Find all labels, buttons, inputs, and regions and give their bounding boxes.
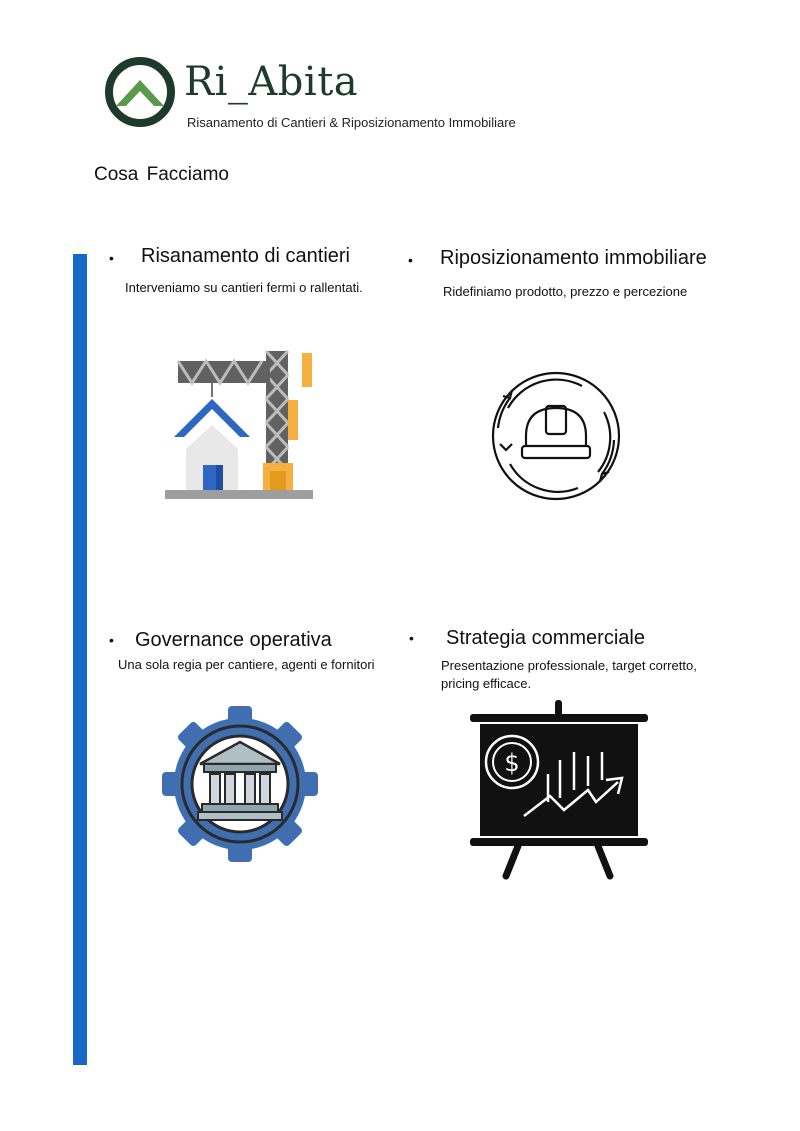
- helmet-cycle-icon: [486, 368, 626, 508]
- presentation-chart-icon: [468, 698, 650, 880]
- bullet: •: [408, 252, 413, 268]
- gear-institution-icon: [158, 702, 322, 866]
- brand-tagline: Risanamento di Cantieri & Riposizionamento Immobiliare: [187, 115, 516, 130]
- svg-text:$: $: [504, 749, 520, 777]
- service-title: Risanamento di cantieri: [141, 245, 350, 267]
- logo-mark-icon: [104, 56, 176, 128]
- bullet: •: [109, 250, 114, 266]
- accent-bar: [73, 254, 87, 1065]
- crane-house-icon: [160, 345, 320, 505]
- service-title: Strategia commerciale: [446, 627, 645, 649]
- section-title: Cosa Facciamo: [94, 164, 229, 185]
- brand-name: Ri_Abita: [184, 59, 359, 105]
- service-description: Interveniamo su cantieri fermi o rallentati.: [125, 280, 363, 295]
- service-description: Una sola regia per cantiere, agenti e fornitori: [118, 657, 375, 672]
- service-title: Governance operativa: [135, 629, 332, 651]
- service-description: Presentazione professionale, target corretto,: [441, 658, 697, 673]
- bullet: •: [109, 632, 114, 648]
- service-description-line2: pricing efficace.: [441, 676, 532, 691]
- service-description: Ridefiniamo prodotto, prezzo e percezione: [443, 284, 688, 299]
- bullet: •: [409, 630, 414, 646]
- service-title: Riposizionamento immobiliare: [440, 247, 707, 269]
